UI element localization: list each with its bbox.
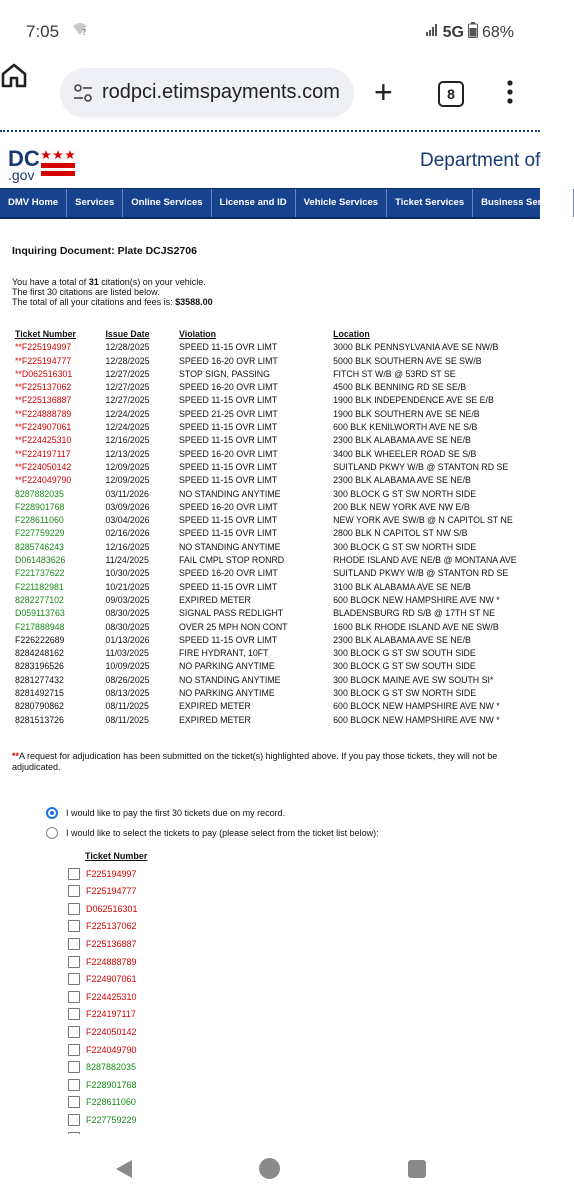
summary-line-total-fees: The total of all your citations and fees is: $3588.00 bbox=[12, 297, 213, 307]
ticket-number: F224049790 bbox=[86, 1044, 137, 1055]
ticket-number: F227759229 bbox=[15, 528, 65, 539]
ticket-number: F225194997 bbox=[86, 868, 137, 879]
summary-line-listed: The first 30 citations are listed below. bbox=[12, 287, 160, 297]
list-item[interactable] bbox=[68, 900, 532, 918]
svg-text:?: ? bbox=[82, 28, 87, 37]
ticket-number: 8280790862 bbox=[15, 701, 64, 712]
citation-summary bbox=[12, 277, 532, 307]
violation: EXPIRED METER bbox=[179, 594, 251, 605]
ticket-number: **F225194777 bbox=[15, 355, 72, 366]
issue-date: 02/16/2026 bbox=[105, 528, 150, 539]
ticket-number: **F225136887 bbox=[15, 395, 72, 406]
signal-icon bbox=[425, 23, 439, 42]
violation: SPEED 16-20 OVR LIMT bbox=[179, 355, 278, 366]
ticket-number: F228611060 bbox=[15, 515, 64, 526]
ticket-checkbox[interactable] bbox=[68, 938, 80, 950]
status-bar bbox=[0, 0, 540, 62]
ticket-number: F224050142 bbox=[86, 1027, 137, 1038]
violation: SPEED 16-20 OVR LIMT bbox=[179, 568, 278, 579]
issue-date: 11/24/2025 bbox=[105, 555, 149, 566]
issue-date: 09/03/2025 bbox=[105, 594, 150, 605]
list-item[interactable] bbox=[68, 1058, 532, 1076]
table-row bbox=[12, 434, 532, 447]
ticket-number: F221182981 bbox=[15, 581, 64, 592]
location: 300 BLOCK MAINE AVE SW SOUTH SI* bbox=[333, 674, 494, 685]
ticket-number: F224888789 bbox=[86, 956, 137, 967]
page-title: Inquiring Document: Plate DCJS2706 bbox=[12, 245, 197, 257]
location: 2800 BLK N CAPITOL ST NW S/B bbox=[333, 528, 468, 539]
violation: NO STANDING ANYTIME bbox=[179, 674, 281, 685]
list-item[interactable] bbox=[68, 1023, 532, 1041]
table-row bbox=[12, 607, 532, 620]
main-content bbox=[12, 245, 532, 1164]
location: 2300 BLK ALABAMA AVE SE NE/B bbox=[333, 435, 471, 446]
url-text: rodpci.etimspayments.com bbox=[102, 81, 340, 103]
nav-online-services[interactable]: Online Services bbox=[123, 189, 211, 217]
ticket-checkbox[interactable] bbox=[68, 991, 80, 1003]
radio-selected-icon[interactable] bbox=[46, 807, 58, 819]
issue-date: 11/03/2025 bbox=[105, 648, 149, 659]
location: 300 BLOCK G ST SW SOUTH SIDE bbox=[333, 661, 476, 672]
nav-vehicle-services[interactable]: Vehicle Services bbox=[296, 189, 387, 217]
violation: SPEED 11-15 OVR LIMT bbox=[179, 395, 278, 406]
location: 600 BLOCK NEW HAMPSHIRE AVE NW * bbox=[333, 594, 500, 605]
violation: SPEED 16-20 OVR LIMT bbox=[179, 501, 278, 512]
issue-date: 03/09/2026 bbox=[105, 501, 150, 512]
ticket-checkbox[interactable] bbox=[68, 1096, 80, 1108]
table-row bbox=[12, 527, 532, 540]
nav-business-services[interactable]: Business Services bbox=[473, 189, 574, 217]
ticket-number: **F224049790 bbox=[15, 475, 72, 486]
table-row bbox=[12, 647, 532, 660]
location: 600 BLOCK NEW HAMPSHIRE AVE NW * bbox=[333, 714, 500, 725]
ticket-number: F225194777 bbox=[86, 886, 137, 897]
col-location: Location bbox=[333, 329, 370, 339]
logo-text: DC bbox=[8, 146, 40, 171]
ticket-number: 8281513726 bbox=[15, 714, 64, 725]
ticket-checkbox[interactable] bbox=[68, 1044, 80, 1056]
main-nav bbox=[0, 188, 566, 219]
location: BLADENSBURG RD S/B @ 17TH ST NE bbox=[333, 608, 495, 619]
tab-switcher-button[interactable]: 8 bbox=[438, 81, 464, 107]
ticket-number: 8283196526 bbox=[15, 661, 64, 672]
more-menu-icon[interactable] bbox=[506, 80, 514, 109]
table-row bbox=[12, 634, 532, 647]
location: NEW YORK AVE SW/B @ N CAPITOL ST NE bbox=[333, 515, 513, 526]
payment-options bbox=[12, 803, 532, 843]
location: 3000 BLK PENNSYLVANIA AVE SE NW/B bbox=[333, 342, 499, 353]
ticket-number: 8282277102 bbox=[15, 594, 64, 605]
violation: FIRE HYDRANT, 10FT bbox=[179, 648, 269, 659]
ticket-checkbox[interactable] bbox=[68, 920, 80, 932]
logo-sub: .gov bbox=[8, 167, 35, 183]
nav-services[interactable]: Services bbox=[67, 189, 123, 217]
issue-date: 10/09/2025 bbox=[105, 661, 150, 672]
ticket-number: **F224888789 bbox=[15, 408, 72, 419]
location: 300 BLOCK G ST SW NORTH SIDE bbox=[333, 488, 477, 499]
list-item[interactable] bbox=[68, 883, 532, 901]
ticket-number: D061483626 bbox=[15, 555, 66, 566]
violation: SPEED 11-15 OVR LIMT bbox=[179, 435, 278, 446]
ticket-number: **F224050142 bbox=[15, 461, 72, 472]
ticket-checkbox[interactable] bbox=[68, 868, 80, 880]
ticket-number: 8285746243 bbox=[15, 541, 64, 552]
ticket-number: 8281277432 bbox=[15, 674, 64, 685]
system-nav-bar bbox=[0, 1145, 540, 1199]
option-pay-first-30[interactable]: I would like to pay the first 30 tickets due on my record. bbox=[12, 803, 532, 823]
violation: EXPIRED METER bbox=[179, 701, 251, 712]
table-row bbox=[12, 421, 532, 434]
issue-date: 12/24/2025 bbox=[105, 422, 150, 433]
list-item[interactable] bbox=[68, 935, 532, 953]
site-settings-icon[interactable] bbox=[72, 82, 94, 109]
ticket-checkbox[interactable] bbox=[68, 1114, 80, 1126]
issue-date: 12/28/2025 bbox=[105, 342, 150, 353]
location: 1600 BLK RHODE ISLAND AVE NE SW/B bbox=[333, 621, 499, 632]
ticket-checkbox[interactable] bbox=[68, 903, 80, 915]
violation: SPEED 11-15 OVR LIMT bbox=[179, 461, 278, 472]
table-row bbox=[12, 700, 532, 713]
ticket-number: **F225137062 bbox=[15, 382, 72, 393]
location: 200 BLK NEW YORK AVE NW E/B bbox=[333, 501, 470, 512]
list-item[interactable] bbox=[68, 953, 532, 971]
list-item[interactable] bbox=[68, 988, 532, 1006]
location: SUITLAND PKWY W/B @ STANTON RD SE bbox=[333, 568, 509, 579]
table-row bbox=[12, 581, 532, 594]
location: SUITLAND PKWY W/B @ STANTON RD SE bbox=[333, 461, 509, 472]
ticket-number: **F224197117 bbox=[15, 448, 71, 459]
ticket-number: F224197117 bbox=[86, 1009, 136, 1020]
issue-date: 08/30/2025 bbox=[105, 621, 150, 632]
list-item[interactable] bbox=[68, 970, 532, 988]
ticket-number: **F224907061 bbox=[15, 422, 72, 433]
table-row bbox=[12, 474, 532, 487]
violation: SPEED 16-20 OVR LIMT bbox=[179, 382, 278, 393]
location: FITCH ST W/B @ 53RD ST SE bbox=[333, 368, 456, 379]
location: 3400 BLK WHEELER ROAD SE S/B bbox=[333, 448, 477, 459]
ticket-number: 8287882035 bbox=[15, 488, 64, 499]
violation: NO PARKING ANYTIME bbox=[179, 688, 275, 699]
ticket-checkbox[interactable] bbox=[68, 973, 80, 985]
table-row bbox=[12, 501, 532, 514]
clock: 7:05 bbox=[26, 22, 60, 41]
home-icon[interactable] bbox=[0, 75, 28, 92]
issue-date: 12/09/2025 bbox=[105, 461, 150, 472]
location: 1900 BLK INDEPENDENCE AVE SE E/B bbox=[333, 395, 494, 406]
issue-date: 08/13/2025 bbox=[105, 688, 150, 699]
col-violation: Violation bbox=[179, 329, 217, 339]
ticket-select-list bbox=[12, 865, 532, 1164]
violation: SPEED 11-15 OVR LIMT bbox=[179, 581, 278, 592]
location: 2300 BLK ALABAMA AVE SE NE/B bbox=[333, 475, 471, 486]
ticket-number: F217888948 bbox=[15, 621, 65, 632]
violation: SIGNAL PASS REDLIGHT bbox=[179, 608, 284, 619]
ticket-checkbox[interactable] bbox=[68, 1026, 80, 1038]
violation: SPEED 11-15 OVR LIMT bbox=[179, 634, 278, 645]
table-row bbox=[12, 554, 532, 567]
violation: FAIL CMPL STOP RONRD bbox=[179, 555, 285, 566]
site-header bbox=[0, 140, 540, 188]
select-list-header: Ticket Number bbox=[85, 850, 148, 861]
table-row bbox=[12, 394, 532, 407]
list-item[interactable] bbox=[68, 865, 532, 883]
violation: STOP SIGN, PASSING bbox=[179, 368, 270, 379]
table-row bbox=[12, 567, 532, 580]
issue-date: 12/28/2025 bbox=[105, 355, 150, 366]
table-row bbox=[12, 408, 532, 421]
adjudication-note: **A request for adjudication has been submitted on the ticket(s) highlighted above. If you pay those tickets, they will not be adjudicated. bbox=[12, 750, 498, 772]
table-row bbox=[12, 687, 532, 700]
location: 5000 BLK SOUTHERN AVE SE SW/B bbox=[333, 355, 482, 366]
violation: SPEED 11-15 OVR LIMT bbox=[179, 342, 278, 353]
violation: SPEED 21-25 OVR LIMT bbox=[179, 408, 278, 419]
table-row bbox=[12, 660, 532, 673]
table-row bbox=[12, 368, 532, 381]
issue-date: 12/16/2025 bbox=[105, 541, 150, 552]
list-item[interactable] bbox=[68, 1006, 532, 1024]
issue-date: 12/27/2025 bbox=[105, 368, 150, 379]
location: 300 BLOCK G ST SW NORTH SIDE bbox=[333, 541, 477, 552]
battery-icon bbox=[468, 22, 478, 43]
issue-date: 12/16/2025 bbox=[105, 435, 150, 446]
list-item[interactable] bbox=[68, 918, 532, 936]
ticket-number: F225136887 bbox=[86, 939, 137, 950]
ticket-number: D062516301 bbox=[86, 903, 138, 914]
table-row bbox=[12, 448, 532, 461]
dc-gov-logo[interactable] bbox=[8, 146, 78, 187]
issue-date: 08/26/2025 bbox=[105, 674, 150, 685]
status-right bbox=[425, 22, 514, 43]
issue-date: 03/11/2026 bbox=[105, 488, 149, 499]
ticket-number: 8281492715 bbox=[15, 688, 64, 699]
ticket-number: **F224425310 bbox=[15, 435, 72, 446]
issue-date: 12/24/2025 bbox=[105, 408, 150, 419]
list-item[interactable] bbox=[68, 1076, 532, 1094]
violation: SPEED 11-15 OVR LIMT bbox=[179, 528, 278, 539]
location: 3100 BLK ALABAMA AVE SE NE/B bbox=[333, 581, 471, 592]
issue-date: 08/11/2025 bbox=[105, 714, 149, 725]
table-header bbox=[12, 328, 532, 341]
table-row bbox=[12, 355, 532, 368]
ticket-number: F225137062 bbox=[86, 921, 137, 932]
violation: NO PARKING ANYTIME bbox=[179, 661, 275, 672]
ticket-checkbox[interactable] bbox=[68, 885, 80, 897]
ticket-number: F228901768 bbox=[86, 1079, 137, 1090]
ticket-number: 8284248162 bbox=[15, 648, 64, 659]
new-tab-icon[interactable]: + bbox=[374, 74, 393, 110]
issue-date: 12/27/2025 bbox=[105, 395, 150, 406]
ticket-checkbox[interactable] bbox=[68, 1061, 80, 1073]
issue-date: 08/30/2025 bbox=[105, 608, 150, 619]
issue-date: 03/04/2026 bbox=[105, 515, 150, 526]
home-button-icon[interactable] bbox=[259, 1158, 280, 1179]
violation: SPEED 11-15 OVR LIMT bbox=[179, 475, 278, 486]
ticket-checkbox[interactable] bbox=[68, 956, 80, 968]
ticket-checkbox[interactable] bbox=[68, 1079, 80, 1091]
issue-date: 12/09/2025 bbox=[105, 475, 150, 486]
issue-date: 08/11/2025 bbox=[105, 701, 149, 712]
battery-level: 68% bbox=[481, 23, 514, 41]
ticket-number: D059113763 bbox=[15, 608, 65, 619]
summary-line-total-count: You have a total of 31 citation(s) on your vehicle. bbox=[12, 277, 206, 287]
recents-icon[interactable] bbox=[408, 1160, 426, 1178]
wifi-question-icon bbox=[72, 22, 88, 41]
ticket-number: F227759229 bbox=[86, 1115, 137, 1126]
list-item[interactable] bbox=[68, 1111, 532, 1129]
location: 600 BLOCK NEW HAMPSHIRE AVE NW * bbox=[333, 701, 500, 712]
violation: EXPIRED METER bbox=[179, 714, 251, 725]
ticket-number: F228611060 bbox=[86, 1097, 136, 1108]
nav-ticket-services[interactable]: Ticket Services bbox=[387, 189, 473, 217]
ticket-number: F226222689 bbox=[15, 634, 65, 645]
ticket-number: F224907061 bbox=[86, 974, 137, 985]
ticket-checkbox[interactable] bbox=[68, 1008, 80, 1020]
table-row bbox=[12, 381, 532, 394]
col-issue-date: Issue Date bbox=[105, 329, 150, 339]
nav-license-id[interactable]: License and ID bbox=[212, 189, 296, 217]
ticket-number: F224425310 bbox=[86, 991, 137, 1002]
page-top-border bbox=[0, 130, 540, 132]
violation: SPEED 11-15 OVR LIMT bbox=[179, 422, 278, 433]
list-item[interactable] bbox=[68, 1041, 532, 1059]
department-title: Department of bbox=[420, 150, 541, 171]
ticket-number: 8287882035 bbox=[86, 1062, 137, 1073]
issue-date: 10/30/2025 bbox=[105, 568, 150, 579]
table-row bbox=[12, 541, 532, 554]
issue-date: 01/13/2026 bbox=[105, 634, 150, 645]
ticket-number: F228901768 bbox=[15, 501, 65, 512]
ticket-number: **D062516301 bbox=[15, 368, 73, 379]
violation: NO STANDING ANYTIME bbox=[179, 541, 281, 552]
violation: OVER 25 MPH NON CONT bbox=[179, 621, 288, 632]
option-select-tickets[interactable]: I would like to select the tickets to pay (please select from the ticket list below): bbox=[12, 823, 532, 843]
ticket-number: F221737622 bbox=[15, 568, 65, 579]
location: 4500 BLK BENNING RD SE SE/B bbox=[333, 382, 467, 393]
issue-date: 10/21/2025 bbox=[105, 581, 150, 592]
radio-unselected-icon[interactable] bbox=[46, 827, 58, 839]
col-ticket-number: Ticket Number bbox=[15, 329, 76, 339]
location: 300 BLOCK G ST SW NORTH SIDE bbox=[333, 688, 477, 699]
back-icon[interactable] bbox=[114, 1159, 134, 1184]
table-row bbox=[12, 514, 532, 527]
table-row bbox=[12, 714, 532, 727]
location: RHODE ISLAND AVE NE/B @ MONTANA AVE bbox=[333, 555, 517, 566]
list-item[interactable] bbox=[68, 1094, 532, 1112]
nav-dmv-home[interactable]: DMV Home bbox=[0, 189, 67, 217]
table-row bbox=[12, 621, 532, 634]
ticket-number: **F225194997 bbox=[15, 342, 72, 353]
address-bar[interactable] bbox=[60, 68, 354, 118]
citations-table bbox=[12, 328, 532, 727]
location: 1900 BLK SOUTHERN AVE SE NE/B bbox=[333, 408, 480, 419]
table-row bbox=[12, 594, 532, 607]
violation: SPEED 16-20 OVR LIMT bbox=[179, 448, 278, 459]
issue-date: 12/13/2025 bbox=[105, 448, 150, 459]
table-row bbox=[12, 674, 532, 687]
table-row bbox=[12, 461, 532, 474]
table-row bbox=[12, 488, 532, 501]
table-row bbox=[12, 341, 532, 354]
location: 300 BLOCK G ST SW SOUTH SIDE bbox=[333, 648, 476, 659]
network-type: 5G bbox=[442, 23, 464, 41]
location: 600 BLK KENILWORTH AVE NE S/B bbox=[333, 422, 478, 433]
violation: NO STANDING ANYTIME bbox=[179, 488, 281, 499]
violation: SPEED 11-15 OVR LIMT bbox=[179, 515, 278, 526]
location: 2300 BLK ALABAMA AVE SE NE/B bbox=[333, 634, 471, 645]
issue-date: 12/27/2025 bbox=[105, 382, 150, 393]
